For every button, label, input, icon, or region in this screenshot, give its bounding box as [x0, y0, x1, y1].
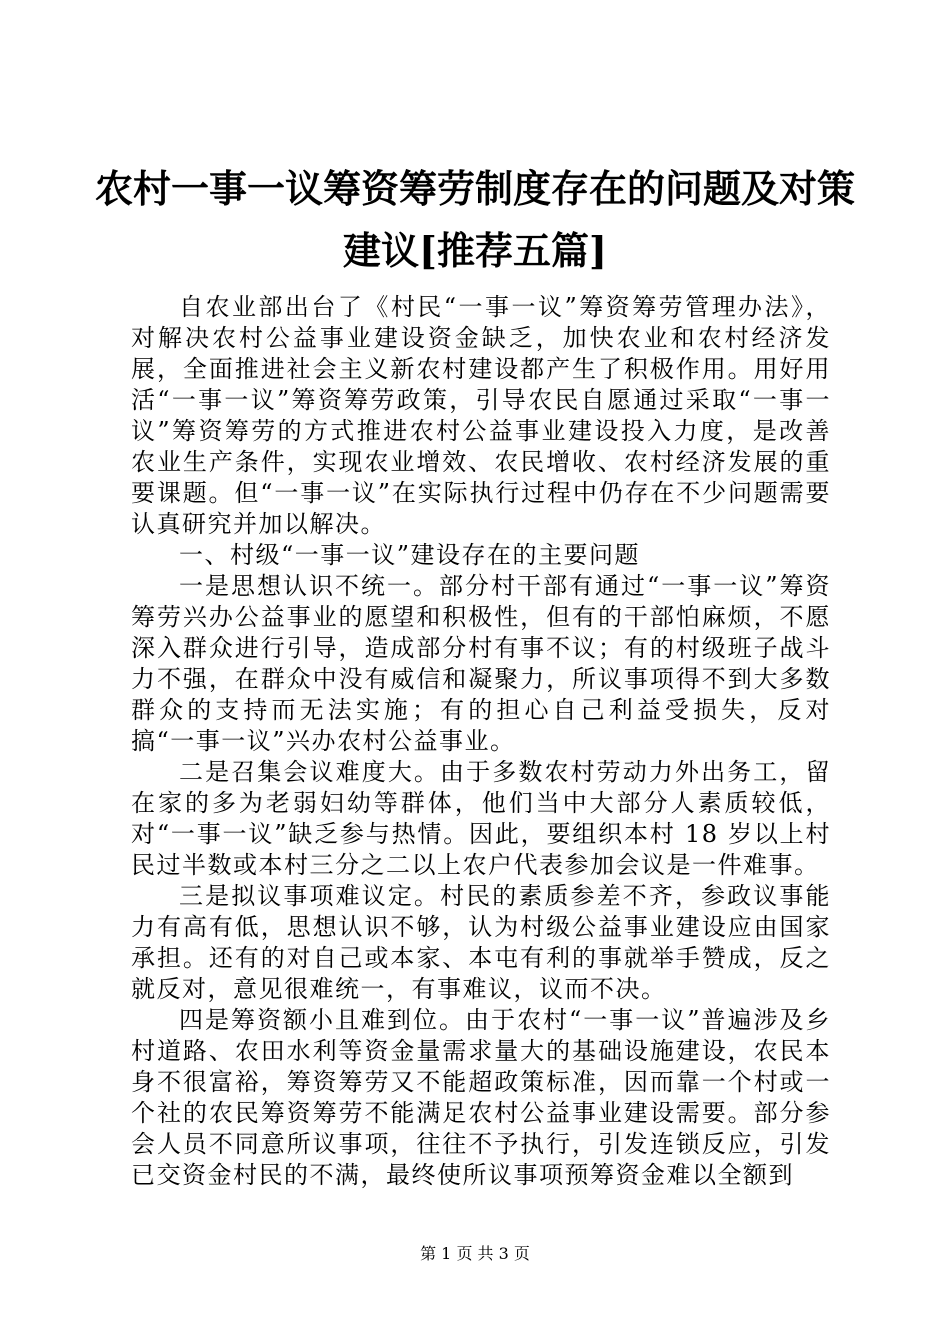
title-line-2: 建议[推荐五篇] [343, 228, 607, 273]
title-line-1: 农村一事一议筹资筹劳制度存在的问题及对策 [94, 166, 855, 211]
page-footer [0, 1244, 950, 1264]
section-heading: 一、村级“一事一议”建设存在的主要问题 [179, 541, 641, 569]
paragraph-point-1: 一是思想认识不统一。部分村干部有通过“一事一议”筹资筹劳兴办公益事业的愿望和积极性，但有的干部怕麻烦，不愿深入群众进行引导，造成部分村有事不议；有的村级班子战斗力不强，在群众中没有威信和凝聚力，所议事项得不到大多数群众的支持而无法实施；有的担心自己利益受损失，反对搞“一事一议”兴办农村公益事业。 [131, 572, 831, 755]
paragraph-point-2: 二是召集会议难度大。由于多数农村劳动力外出务工，留在家的多为老弱妇幼等群体，他们当中大部分人素质较低，对“一事一议”缺乏参与热情。因此，要组织本村 18 岁以上村民过半数或本村三分之二以上农户代表参加会议是一件难事。 [131, 758, 831, 879]
paragraph-intro: 自农业部出台了《村民“一事一议”筹资筹劳管理办法》，对解决农村公益事业建设资金缺乏，加快农业和农村经济发展，全面推进社会主义新农村建设都产生了积极作用。用好用活“一事一议”筹资筹劳政策，引导农民自愿通过采取“一事一议”筹资筹劳的方式推进农村公益事业建设投入力度，是改善农业生产条件，实现农业增效、农民增收、农村经济发展的重要课题。但“一事一议”在实际执行过程中仍存在不少问题需要认真研究并加以解决。 [131, 293, 831, 538]
paragraph-point-3: 三是拟议事项难议定。村民的素质参差不齐，参政议事能力有高有低，思想认识不够，认为村级公益事业建设应由国家承担。还有的对自己或本家、本屯有利的事就举手赞成，反之就反对，意见很难统一，有事难议，议而不决。 [131, 882, 831, 1003]
page-number: 第 1 页 共 3 页 [420, 1244, 530, 1263]
document-title [0, 158, 950, 282]
document-body [131, 292, 831, 1191]
paragraph-point-4: 四是筹资额小且难到位。由于农村“一事一议”普遍涉及乡村道路、农田水利等资金量需求量大的基础设施建设，农民本身不很富裕，筹资筹劳又不能超政策标准，因而靠一个村或一个社的农民筹资筹劳不能满足农村公益事业建设需要。部分参会人员不同意所议事项，往往不予执行，引发连锁反应，引发已交资金村民的不满，最终使所议事项预筹资金难以全额到 [131, 1006, 831, 1189]
